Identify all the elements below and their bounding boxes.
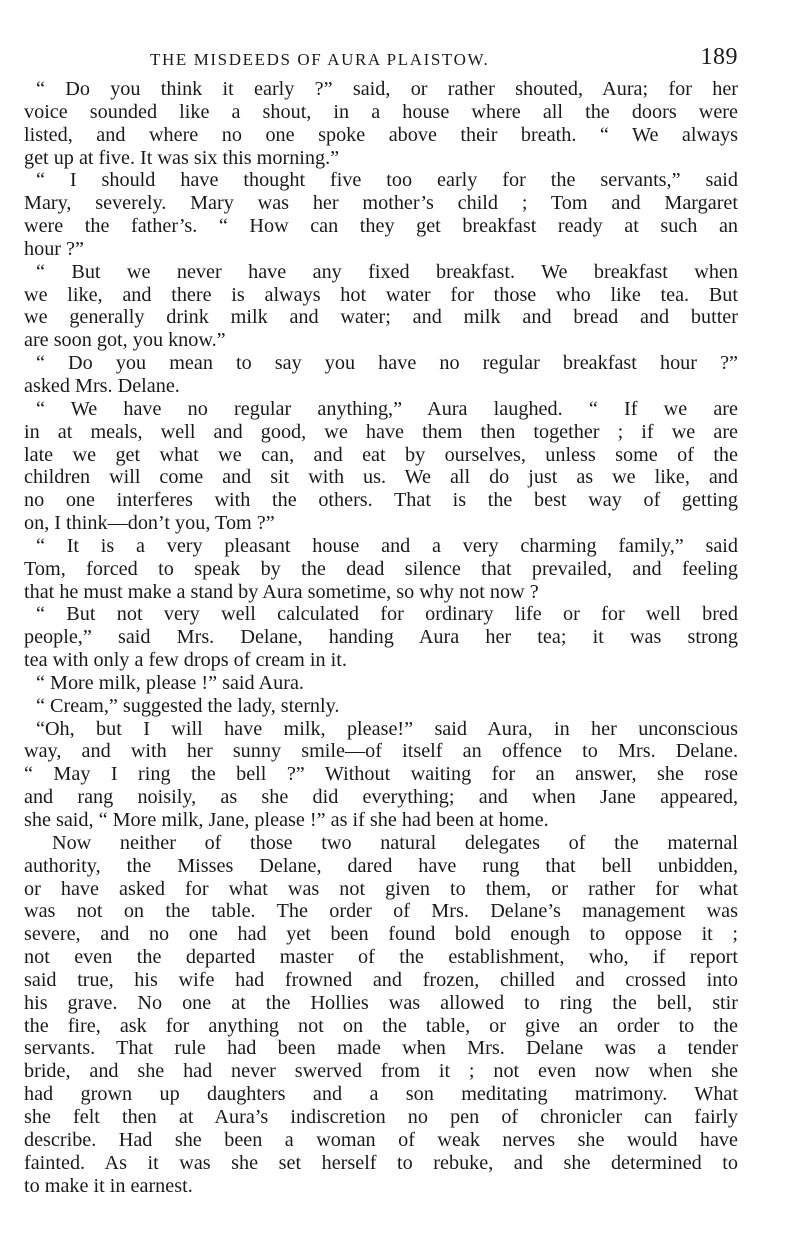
book-page xyxy=(24,40,738,1197)
text-line: we generally drink milk and water; and milk and bread and butter xyxy=(24,306,738,329)
text-line: that he must make a stand by Aura sometime, so why not now ? xyxy=(24,580,539,603)
text-line: asked Mrs. Delane. xyxy=(24,374,180,397)
page-number: 189 xyxy=(700,44,738,70)
text-line: she felt then at Aura’s indiscretion no pen of chronicler can fairly xyxy=(24,1105,738,1128)
text-line: Now neither of those two natural delegates of the maternal xyxy=(52,831,738,854)
running-title: THE MISDEEDS OF AURA PLAISTOW. xyxy=(150,50,490,69)
text-line: way, and with her sunny smile—of itself an offence to Mrs. Delane. xyxy=(24,740,738,763)
text-line: get up at five. It was six this morning.” xyxy=(24,146,340,169)
text-line: “ More milk, please !” said Aura. xyxy=(36,671,304,694)
text-line: “Oh, but I will have milk, please!” said Aura, in her unconscious xyxy=(36,717,738,740)
text-line: “ Do you think it early ?” said, or rather shouted, Aura; for her xyxy=(36,78,738,100)
text-line: listed, and where no one spoke above their breath. “ We always xyxy=(24,123,738,146)
text-line: Tom, forced to speak by the dead silence that prevailed, and feeling xyxy=(24,557,738,580)
text-line: are soon got, you know.” xyxy=(24,329,226,352)
text-line: “ I should have thought five too early for the servants,” said xyxy=(36,169,738,192)
text-line: to make it in earnest. xyxy=(24,1174,193,1197)
body-text xyxy=(24,78,738,1197)
text-line: describe. Had she been a woman of weak nerves she would have xyxy=(24,1128,738,1151)
text-line: was not on the table. The order of Mrs. Delane’s management was xyxy=(24,900,738,923)
text-line: servants. That rule had been made when Mrs. Delane was a tender xyxy=(24,1037,738,1060)
text-line: were the father’s. “ How can they get breakfast ready at such an xyxy=(24,215,738,238)
text-line: said true, his wife had frowned and frozen, chilled and crossed into xyxy=(24,968,738,991)
text-line: authority, the Misses Delane, dared have rung that bell unbidden, xyxy=(24,854,738,877)
page-header xyxy=(24,40,738,78)
text-line: voice sounded like a shout, in a house where all the doors were xyxy=(24,100,738,123)
text-line: “ But not very well calculated for ordinary life or for well bred xyxy=(36,603,738,626)
text-line: “ But we never have any fixed breakfast. We breakfast when xyxy=(36,260,738,283)
text-line: severe, and no one had yet been found bold enough to oppose it ; xyxy=(24,923,738,946)
text-line: “ Cream,” suggested the lady, sternly. xyxy=(36,694,340,717)
text-line: had grown up daughters and a son meditating matrimony. What xyxy=(24,1083,738,1106)
text-line: fainted. As it was she set herself to rebuke, and she determined to xyxy=(24,1151,738,1174)
text-line: “ We have no regular anything,” Aura laughed. “ If we are xyxy=(36,397,738,420)
text-line: or have asked for what was not given to them, or rather for what xyxy=(24,877,738,900)
text-line: not even the departed master of the establishment, who, if report xyxy=(24,946,738,969)
text-line: “ May I ring the bell ?” Without waiting for an answer, she rose xyxy=(24,763,738,786)
text-line: late we get what we can, and eat by ourselves, unless some of the xyxy=(24,443,738,466)
text-line: Mary, severely. Mary was her mother’s child ; Tom and Margaret xyxy=(24,192,738,215)
text-line: on, I think—don’t you, Tom ?” xyxy=(24,512,275,535)
text-line: and rang noisily, as she did everything; and when Jane appeared, xyxy=(24,786,738,809)
text-line: tea with only a few drops of cream in it. xyxy=(24,649,347,672)
text-line: hour ?” xyxy=(24,237,84,260)
text-line: she said, “ More milk, Jane, please !” as if she had been at home. xyxy=(24,809,549,831)
text-line: the fire, ask for anything not on the table, or give an order to the xyxy=(24,1014,738,1037)
text-line: “ It is a very pleasant house and a very charming family,” said xyxy=(36,534,738,557)
text-line: in at meals, well and good, we have them then together ; if we are xyxy=(24,420,738,443)
text-line: we like, and there is always hot water for those who like tea. But xyxy=(24,283,738,306)
text-line: bride, and she had never swerved from it ; not even now when she xyxy=(24,1060,738,1083)
text-line: “ Do you mean to say you have no regular breakfast hour ?” xyxy=(36,352,738,375)
text-line: his grave. No one at the Hollies was allowed to ring the bell, stir xyxy=(24,991,738,1014)
text-line: no one interferes with the others. That is the best way of getting xyxy=(24,489,738,512)
text-line: children will come and sit with us. We all do just as we like, and xyxy=(24,466,738,489)
text-line: people,” said Mrs. Delane, handing Aura her tea; it was strong xyxy=(24,626,738,649)
